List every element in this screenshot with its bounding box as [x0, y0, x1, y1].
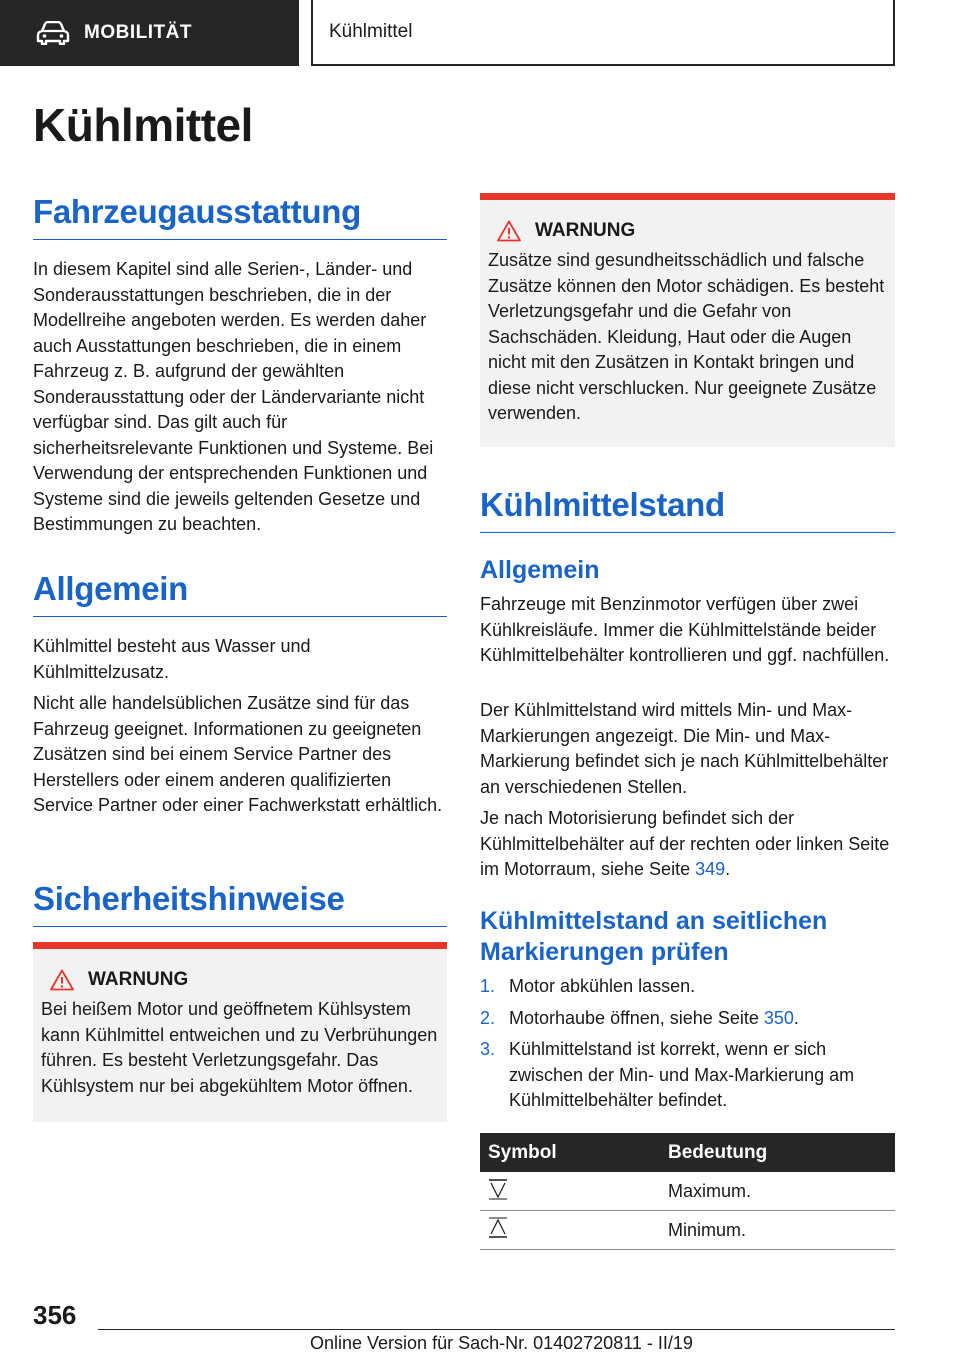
warning-label: WARNUNG: [88, 969, 189, 990]
page-number: 356: [33, 1300, 77, 1330]
table-header-row: [480, 1133, 895, 1172]
list-item: [480, 974, 895, 1000]
step-text: Motorhaube öffnen, siehe Seite 350.: [509, 1007, 799, 1028]
paragraph-kuehlkreislaeufe: Fahrzeuge mit Benzinmotor verfügen über zwei Kühlkreisläufe. Immer die Kühlmittelstände beider Kühlmittelbehälter kontrollieren und ggf. nachfüllen.: [480, 594, 890, 665]
table-header-meaning: Bedeutung: [660, 1133, 895, 1172]
step-number: 2.: [480, 1007, 496, 1028]
warning-triangle-icon: [50, 969, 74, 991]
warning-box: [33, 942, 447, 1122]
warning-text: Zusätze sind gesundheitsschädlich und falsche Zusätze können den Motor schädigen. Es besteht Verletzungsgefahr und die Gefahr von Sachschäden. Kleidung, Haut oder die Augen nicht mit den Zusätzen in Kontakt bringen und diese nicht verschlucken. Nur geeignete Zusätze verwenden.: [488, 250, 885, 423]
chapter-header: [311, 0, 895, 66]
section-label: MOBILITÄT: [84, 22, 192, 43]
section-title-sicherheitshinweise: Sicherheitshinweise: [33, 880, 447, 927]
warning-text: Bei heißem Motor und geöffnetem Kühlsystem kann Kühlmittel entweichen und zu Verbrühungen führen. Es besteht Verletzungsgefahr. Das Kühlsystem nur bei abgekühltem Motor öffnen.: [41, 999, 438, 1096]
subsection-title-pruefen: Kühlmittelstand an seitlichen Markierungen prüfen: [480, 907, 828, 966]
min-marker-icon: [488, 1217, 508, 1239]
warning-header: [497, 220, 887, 242]
section-title-allgemein: Allgemein: [33, 570, 447, 617]
table-header-symbol: Symbol: [480, 1133, 660, 1172]
car-icon: [36, 21, 70, 45]
warning-label: WARNUNG: [535, 220, 636, 241]
page-title: Kühlmittel: [33, 99, 253, 151]
paragraph-allgemein-2: Nicht alle handelsüblichen Zusätze sind für das Fahrzeug geeignet. Informationen zu geeigneten Zusätzen sind bei einem Service Partner des Herstellers oder einem anderen qualifizierten Service Partner oder einer Fachwerkstatt erhältlich.: [33, 693, 443, 815]
table-cell-symbol: [480, 1211, 660, 1250]
table-cell-meaning: Maximum.: [660, 1172, 895, 1211]
warning-box: [480, 193, 895, 447]
table-row: [480, 1172, 895, 1211]
step-text: Kühlmittelstand ist korrekt, wenn er sich zwischen der Min- und Max-Markierung am Kühlmittelbehälter befindet.: [509, 1039, 855, 1110]
step-list: [480, 974, 895, 1120]
page-link-349[interactable]: 349: [695, 859, 726, 879]
list-item: [480, 1006, 895, 1032]
footer-divider: [98, 1329, 895, 1330]
paragraph-allgemein-1: Kühlmittel besteht aus Wasser und Kühlmittelzusatz.: [33, 636, 311, 682]
step-text: Motor abkühlen lassen.: [509, 976, 696, 996]
paragraph-behaelter-position: Je nach Motorisierung befindet sich der Kühlmittelbehälter auf der rechten oder linken Seite im Motorraum, siehe Seite 349.: [480, 808, 890, 879]
paragraph-fahrzeugausstattung: In diesem Kapitel sind alle Serien-, Länder- und Sonderausstattungen beschrieben, die in der Modellreihe angeboten werden. Es werden daher auch Ausstattungen beschrieben, die in einem Fahrzeug z. B. aufgrund der gewählten Sonderausstattung oder der Ländervariante nicht verfügbar sind. Das gilt auch für sicherheitsrelevante Funktionen und Systeme. Bei Verwendung der entsprechenden Funktionen und Systeme sind die jeweils geltenden Gesetze und Bestimmungen zu beachten.: [33, 259, 434, 534]
paragraph-markierungen: Der Kühlmittelstand wird mittels Min- und Max-Markierungen angezeigt. Die Min- und Max-Markierung befindet sich je nach Kühlmittelbehälter an verschiedenen Stellen.: [480, 700, 889, 797]
footer-text: Online Version für Sach-Nr. 01402720811 - II/19: [310, 1333, 693, 1353]
symbol-table: [480, 1133, 895, 1250]
section-tab: [0, 0, 299, 66]
table-cell-symbol: [480, 1172, 660, 1211]
section-title-kuehlmittelstand: Kühlmittelstand: [480, 486, 895, 533]
list-item: [480, 1037, 895, 1114]
chapter-label: Kühlmittel: [329, 21, 413, 42]
step-number: 1.: [480, 976, 496, 996]
subsection-title-allgemein: Allgemein: [480, 556, 600, 584]
section-title-fahrzeugausstattung: Fahrzeugausstattung: [33, 193, 447, 240]
table-row: [480, 1211, 895, 1250]
warning-header: [50, 969, 439, 991]
table-cell-meaning: Minimum.: [660, 1211, 895, 1250]
step-number: 3.: [480, 1039, 496, 1059]
page-link-350[interactable]: 350: [763, 1007, 794, 1028]
warning-triangle-icon: [497, 220, 521, 242]
max-marker-icon: [488, 1178, 508, 1200]
